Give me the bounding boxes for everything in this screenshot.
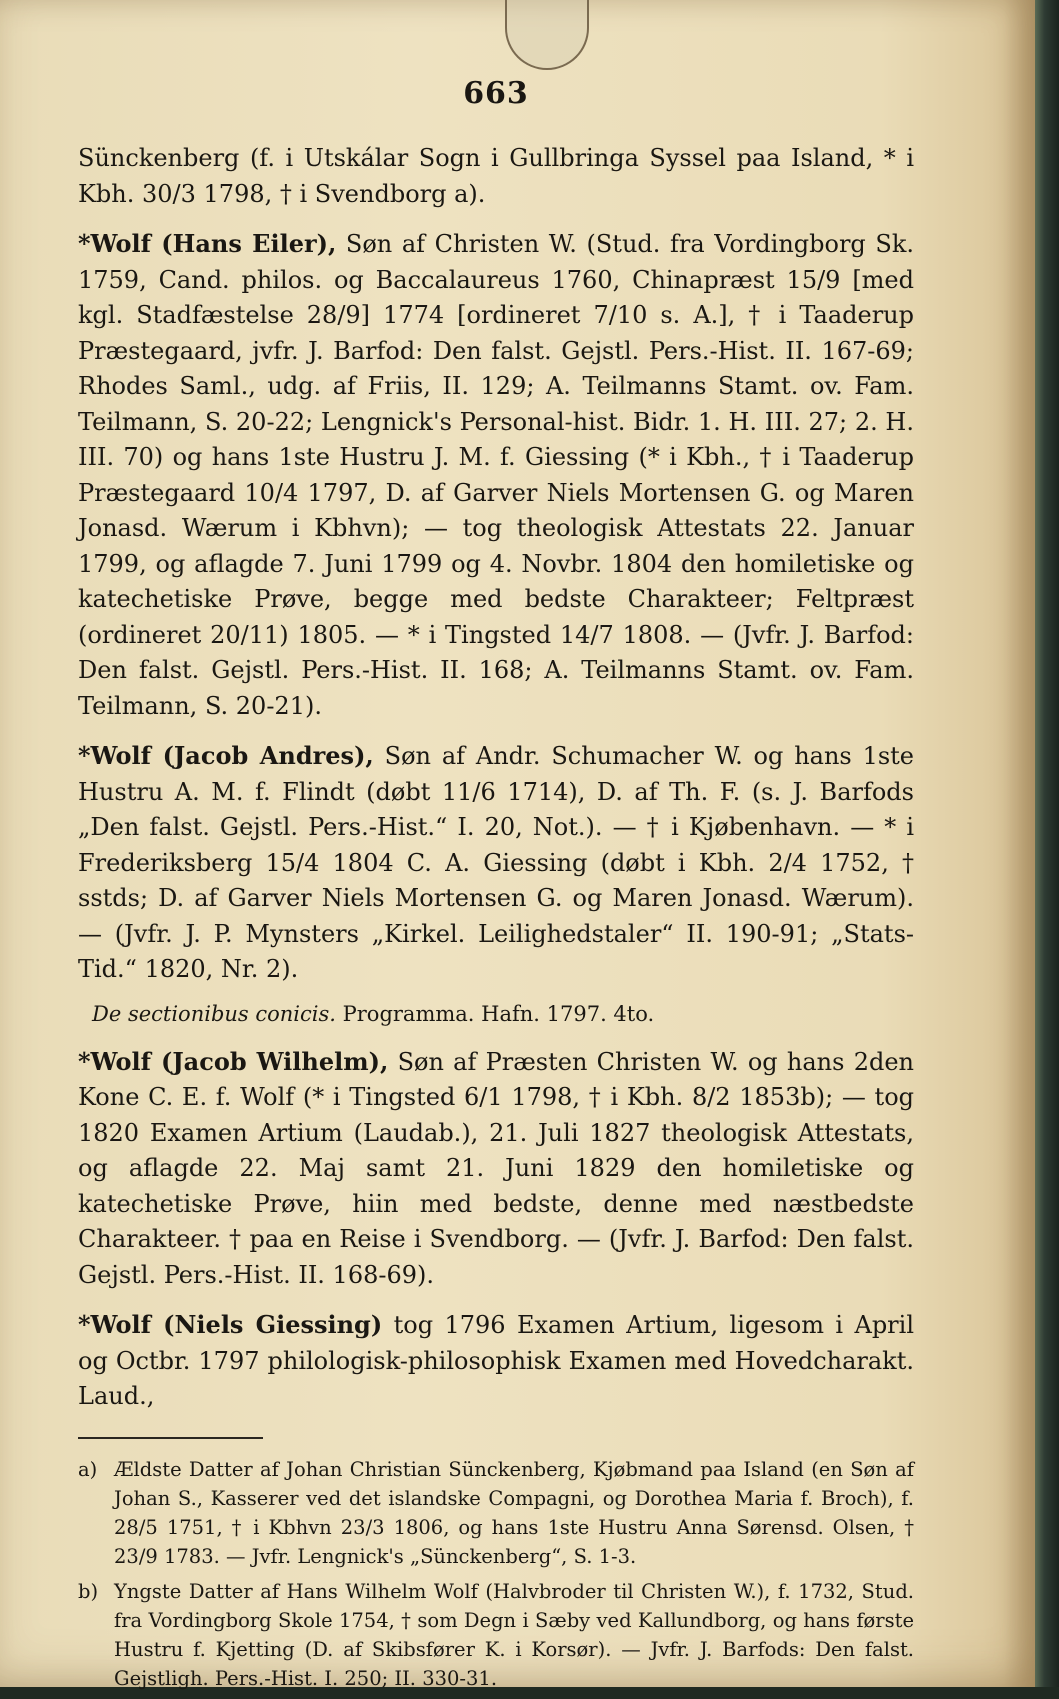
entry-heading: *Wolf (Jacob Wilhelm),: [78, 1046, 389, 1076]
footnote-divider: [78, 1437, 263, 1439]
work-title-line: [92, 1002, 914, 1026]
entry-wolf-niels-giessing: [78, 1307, 914, 1415]
entry-wolf-jacob-wilhelm: [78, 1044, 914, 1294]
page-number: 663: [463, 76, 529, 111]
page-content: [78, 70, 914, 1699]
entry-heading: *Wolf (Hans Eiler),: [78, 229, 337, 258]
footnote-text: Ældste Datter af Johan Christian Sünckenberg, Kjøbmand paa Island (en Søn af Johan S., Kasserer ved det islandske Compagni, og Dorothea Maria f. Broch), f. 28/5 1751, † i Kbhvn 23/3 1806, og hans 1ste Hustru Anna Sørensd. Olsen, † 23/9 1783. — Jvfr. Lengnick's „Sünckenberg“, S. 1-3.: [114, 1457, 914, 1568]
entry-text: Søn af Andr. Schumacher W. og hans 1ste Hustru A. M. f. Flindt (døbt 11/6 1714), D. af Th. F. (s. J. Barfods „Den falst. Gejstl. Pers.-Hist.“ I. 20, Not.). — † i Kjøbenhavn. — * i Frederiksberg 15/4 1804 C. A. Giessing (døbt i Kbh. 2/4 1752, † sstds; D. af Garver Niels Mortensen G. og Maren Jonasd. Wærum). — (Jvfr. J. P. Mynsters „Kirkel. Leilighedstaler“ II. 190-91; „Stats-Tid.“ 1820, Nr. 2).: [78, 742, 915, 983]
footnote-label: b): [78, 1579, 99, 1603]
work-title: De sectionibus conicis.: [92, 1001, 336, 1026]
entry-text: tog 1796 Examen Artium, ligesom i April og Octbr. 1797 philologisk-philosophisk Examen med Hovedcharakt. Laud.,: [78, 1311, 915, 1410]
footnote-a: [78, 1455, 914, 1571]
entry-wolf-hans-eiler: [78, 226, 914, 724]
entry-wolf-jacob-andres: [78, 738, 914, 988]
footnote-b: [78, 1577, 914, 1693]
work-details: Programma. Hafn. 1797. 4to.: [342, 1001, 655, 1026]
entry-heading: *Wolf (Jacob Andres),: [78, 741, 374, 770]
entry-text: Søn af Christen W. (Stud. fra Vordingborg Sk. 1759, Cand. philos. og Baccalaureus 1760, Chinapræst 15/9 [med kgl. Stadfæstelse 28/9] 1774 [ordineret 7/10 s. A.], † i Taaderup Præstegaard, jvfr. J. Barfod: Den falst. Gejstl. Pers.-Hist. II. 167-69; Rhodes Saml., udg. af Friis, II. 129; A. Teilmanns Stamt. ov. Fam. Teilmann, S. 20-22; Lengnick's Personal-hist. Bidr. 1. H. III. 27; 2. H. III. 70) og hans 1ste Hustru J. M. f. Giessing (* i Kbh., † i Taaderup Præstegaard 10/4 1797, D. af Garver Niels Mortensen G. og Maren Jonasd. Wærum i Kbhvn); — tog theologisk Attestats 22. Januar 1799, og aflagde 7. Juni 1799 og 4. Novbr. 1804 den homiletiske og katechetiske Prøve, begge med bedste Charakteer; Feltpræst (ordineret 20/11) 1805. — * i Tingsted 14/7 1808. — (Jvfr. J. Barfod: Den falst. Gejstl. Pers.-Hist. II. 168; A. Teilmanns Stamt. ov. Fam. Teilmann, S. 20-21).: [78, 230, 914, 720]
book-binding: [1035, 0, 1059, 1687]
footnote-text: Yngste Datter af Hans Wilhelm Wolf (Halvbroder til Christen W.), f. 1732, Stud. fra Vordingborg Skole 1754, † som Degn i Sæby ved Kallundborg, og hans første Hustru f. Kjetting (D. af Skibsfører K. i Korsør). — Jvfr. J. Barfods: Den falst. Gejstligh. Pers.-Hist. I. 250; II. 330-31.: [114, 1579, 914, 1690]
entry-text: Sünckenberg (f. i Utskálar Sogn i Gullbringa Syssel paa Island, * i Kbh. 30/3 1798, † i Svendborg a).: [78, 144, 914, 208]
entry-heading: *Wolf (Niels Giessing): [78, 1310, 383, 1339]
footnote-label: a): [78, 1457, 98, 1481]
entry-continuation: [78, 141, 914, 212]
entry-text: Søn af Præsten Christen W. og hans 2den Kone C. E. f. Wolf (* i Tingsted 6/1 1798, † i Kbh. 8/2 1853b); — tog 1820 Examen Artium (Laudab.), 21. Juli 1827 theologisk Attestats, og aflagde 22. Maj samt 21. Juni 1829 den homiletiske og katechetiske Prøve, hiin med bedste, denne med næstbedste Charakteer. † paa en Reise i Svendborg. — (Jvfr. J. Barfod: Den falst. Gejstl. Pers.-Hist. II. 168-69).: [78, 1047, 914, 1289]
